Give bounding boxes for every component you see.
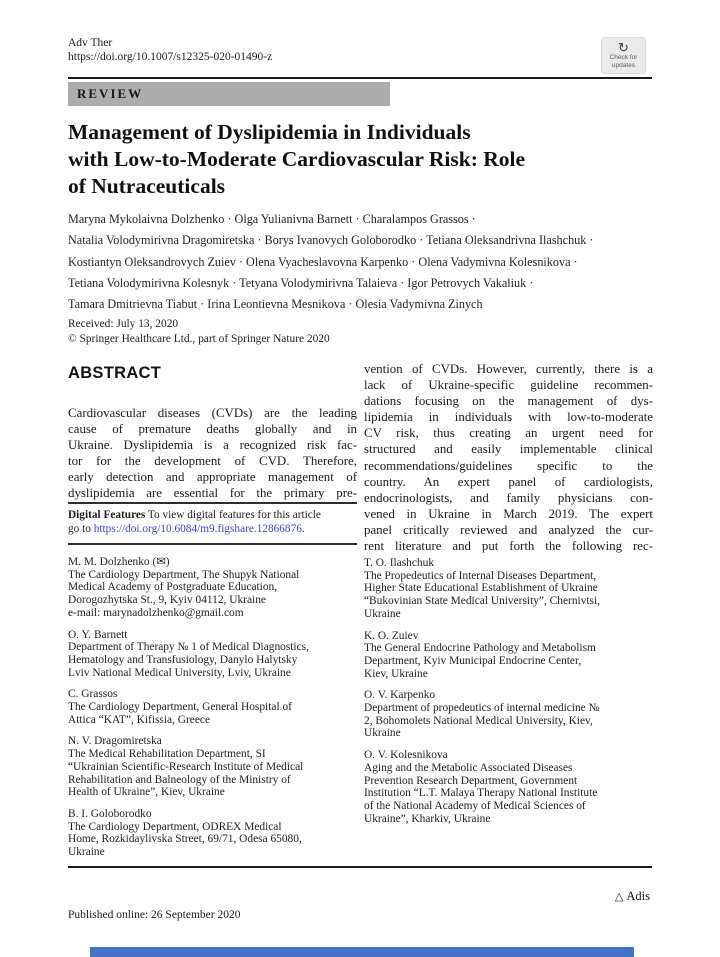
bottom-rule xyxy=(68,866,652,868)
text-line: vention of CVDs. However, currently, there is a xyxy=(364,362,653,376)
text-line: Kiev, Ukraine xyxy=(364,667,428,680)
text-line: Kostiantyn Oleksandrovych Zuiev · Olena Vyacheslavovna Karpenko · Olena Vadymivna Kolesnikova · xyxy=(68,254,578,269)
text-line: O. V. Kolesnikova xyxy=(364,749,448,762)
text-line: The Propedeutics of Internal Diseases Department, xyxy=(364,569,597,582)
text-line: Department of Therapy № 1 of Medical Diagnostics, xyxy=(68,641,309,654)
received-date: Received: July 13, 2020 xyxy=(68,318,179,330)
text-line: Rehabilitation and Balneology of the Ministry of xyxy=(68,773,291,786)
digital-features-text: To view digital features for this article xyxy=(145,509,321,521)
affiliation-block xyxy=(364,689,656,740)
triangle-icon: △ xyxy=(614,891,624,903)
author-list xyxy=(68,209,593,315)
text-line: The Cardiology Department, General Hospital of xyxy=(68,701,292,714)
adis-logo-text: Adis xyxy=(626,889,650,903)
affiliation-block xyxy=(68,735,360,799)
digital-features-line1 xyxy=(68,509,357,523)
affiliation-block xyxy=(364,630,656,681)
text-line: endocrinologists, and family physicians con- xyxy=(364,490,653,505)
text-line: Ukraine. Dyslipidemia is a recognized risk fac- xyxy=(68,438,357,453)
text-line: Maryna Mykolaivna Dolzhenko · Olga Yulianivna Barnett · Charalampos Grassos · xyxy=(68,212,476,226)
text-line: “Ukrainian Scientific-Research Institute of Medical xyxy=(68,760,304,773)
text-line: 2, Bohomolets National Medical University, Kiev, xyxy=(364,714,593,727)
text-line: Tamara Dmitrievna Tiabut · Irina Leontievna Mesnikova · Olesia Vadymivna Zinych xyxy=(68,297,483,312)
text-line: T. O. Ilashchuk xyxy=(364,557,435,569)
text-line: The Medical Rehabilitation Department, SI xyxy=(68,748,266,761)
text-line: structured and easily implementable clinical xyxy=(364,442,653,457)
text-line: with Low-to-Moderate Cardiovascular Risk: Role xyxy=(68,147,526,171)
text-line: Natalia Volodymirivna Dragomiretska · Borys Ivanovych Goloborodko · Tetiana Oleksandrivna Ilashchuk · xyxy=(68,233,594,248)
text-line: cause of premature deaths globally and in xyxy=(68,422,357,437)
text-line: The Cardiology Department, ODREX Medical xyxy=(68,820,282,833)
text-line: Ukraine xyxy=(364,607,401,620)
affiliation-block xyxy=(68,808,360,859)
journal-header xyxy=(68,36,272,64)
text-line: lack of Ukraine-specific guideline recommen- xyxy=(364,378,653,393)
digital-features-period: . xyxy=(301,522,305,535)
adis-logo xyxy=(615,889,650,904)
check-updates-badge[interactable] xyxy=(601,37,646,74)
text-line: dyslipidemia are essential for the primary pre- xyxy=(68,486,357,501)
affiliations-left-column xyxy=(68,556,360,868)
text-line: tor for the development of CVD. Therefore, xyxy=(68,454,357,469)
digital-features-goto: go to xyxy=(68,522,94,535)
text-line: Home, Rozkidaylivska Street, 69/71, Odesa 65080, xyxy=(68,833,302,846)
text-line: dations focusing on the management of dys- xyxy=(364,394,653,409)
text-line: e-mail: marynadolzhenko@gmail.com xyxy=(68,606,244,619)
affiliation-block xyxy=(68,556,360,620)
text-line: Attica “KAT”, Kifissia, Greece xyxy=(68,713,211,726)
text-line: country. An expert panel of cardiologists, xyxy=(364,474,653,489)
digital-features-line2 xyxy=(68,523,357,537)
check-updates-icon: ↻ xyxy=(618,40,629,55)
check-updates-label-line2: updates xyxy=(611,61,636,69)
text-line: O. V. Karpenko xyxy=(364,689,436,702)
text-line: lipidemia in individuals with low-to-moderate xyxy=(364,410,653,425)
text-line: panel critically reviewed and analyzed the cur- xyxy=(364,522,653,537)
text-line: of the National Academy of Medical Sciences of xyxy=(364,799,586,812)
abstract-column-left xyxy=(68,405,357,502)
text-line: vened in Ukraine in March 2019. The expert xyxy=(364,506,653,521)
affiliation-block xyxy=(68,688,360,726)
text-line: Prevention Research Department, Government xyxy=(364,774,578,787)
text-line: M. M. Dolzhenko (✉) xyxy=(68,556,170,568)
affiliations-right-column xyxy=(364,557,656,834)
text-line: Dorogozhytska St., 9, Kyiv 04112, Ukraine xyxy=(68,594,266,607)
text-line: Institution “L.T. Malaya Therapy National Institute xyxy=(364,787,598,800)
text-line: The General Endocrine Pathology and Metabolism xyxy=(364,642,596,655)
text-line: of Nutraceuticals xyxy=(68,174,226,198)
text-line: Department, Kyiv Municipal Endocrine Center, xyxy=(364,654,582,667)
section-label: REVIEW xyxy=(77,86,144,101)
text-line: Hematology and Transfusiology, Danylo Halytsky xyxy=(68,653,298,666)
article-meta xyxy=(68,317,330,346)
text-line: O. Y. Barnett xyxy=(68,628,128,641)
text-line: Aging and the Metabolic Associated Diseases xyxy=(364,761,573,774)
text-line: Management of Dyslipidemia in Individuals xyxy=(68,120,471,144)
affiliation-block xyxy=(364,557,656,621)
text-line: Lviv National Medical University, Lviv, Ukraine xyxy=(68,666,291,679)
text-line: The Cardiology Department, The Shupyk National xyxy=(68,568,300,581)
copyright-text: © Springer Healthcare Ltd., part of Springer Nature 2020 xyxy=(68,332,330,345)
text-line: Department of propedeutics of internal medicine № xyxy=(364,702,600,715)
doi-text: https://doi.org/10.1007/s12325-020-01490-z xyxy=(68,51,273,63)
published-online-text: Published online: 26 September 2020 xyxy=(68,909,241,921)
abstract-column-right xyxy=(364,361,653,554)
text-line: K. O. Zuiev xyxy=(364,629,419,642)
top-rule xyxy=(68,77,652,79)
affiliation-block xyxy=(364,749,656,825)
text-line: rent literature and put forth the following rec- xyxy=(364,539,653,554)
abstract-heading: ABSTRACT xyxy=(68,364,162,382)
journal-name: Adv Ther xyxy=(68,37,113,49)
text-line: early detection and appropriate management of xyxy=(68,470,357,485)
text-line: Ukraine xyxy=(68,846,105,859)
text-line: Ukraine xyxy=(364,727,401,740)
text-line: Tetiana Volodymirivna Kolesnyk · Tetyana Volodymirivna Talaieva · Igor Petrovych Vakaliuk · xyxy=(68,275,534,290)
text-line: Cardiovascular diseases (CVDs) are the leading xyxy=(68,406,357,420)
digital-features-box xyxy=(68,502,357,545)
text-line: B. I. Goloborodko xyxy=(68,807,152,820)
bottom-accent-bar xyxy=(90,947,634,957)
text-line: recommendations/guidelines specific to the xyxy=(364,458,653,473)
digital-features-link[interactable]: https://doi.org/10.6084/m9.figshare.12866876 xyxy=(93,522,302,535)
article-title xyxy=(68,119,525,200)
digital-features-label: Digital Features xyxy=(68,509,146,521)
text-line: CV risk, thus creating an urgent need for xyxy=(364,426,653,441)
text-line: C. Grassos xyxy=(68,688,118,701)
text-line: N. V. Dragomiretska xyxy=(68,735,162,748)
text-line: Medical Academy of Postgraduate Education, xyxy=(68,581,278,594)
text-line: Ukraine”, Kharkiv, Ukraine xyxy=(364,812,491,825)
text-line: “Bukovinian State Medical University”, Chernivtsi, xyxy=(364,595,600,608)
check-updates-label-line1: Check for xyxy=(609,54,638,61)
section-label-bar xyxy=(68,82,390,106)
affiliation-block xyxy=(68,629,360,680)
text-line: Higher State Educational Establishment of Ukraine xyxy=(364,582,598,595)
text-line: Health of Ukraine”, Kiev, Ukraine xyxy=(68,786,225,799)
